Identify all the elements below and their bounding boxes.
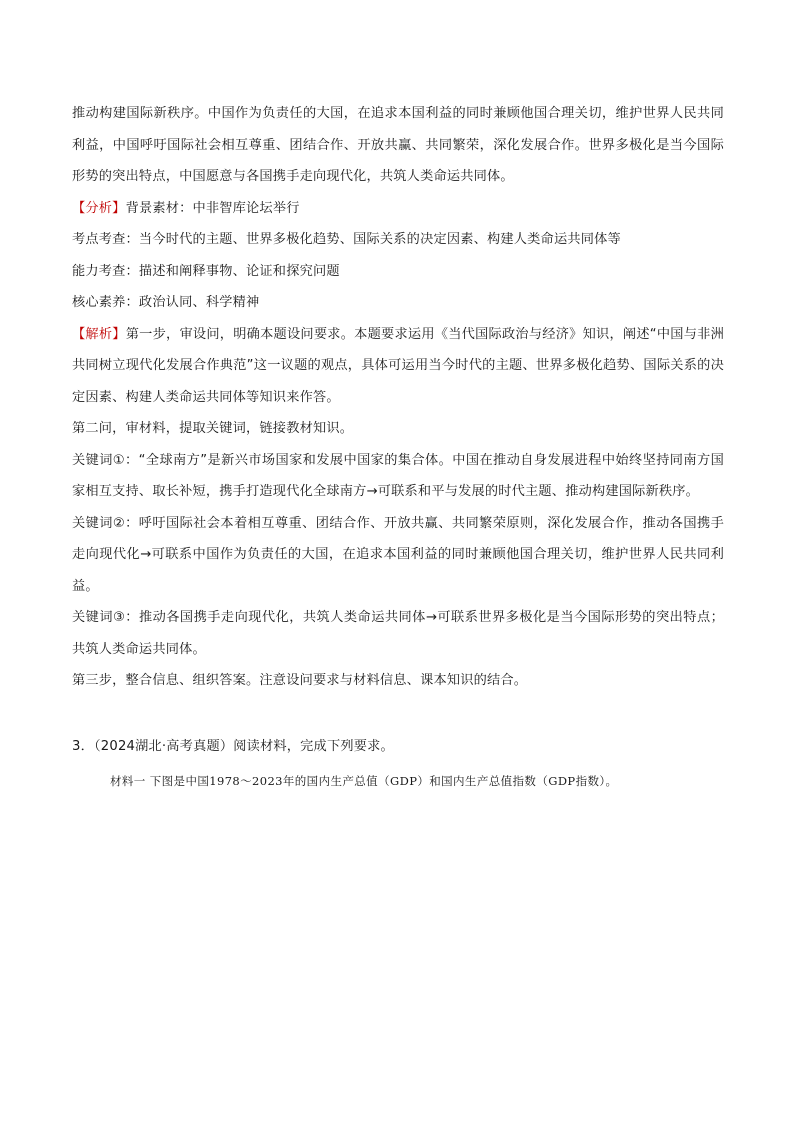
paragraph-text: 关键词③：推动各国携手走向现代化，共筑人类命运共同体→可联系世界多极化是当今国际形势的突出特点；共筑人类命运共同体。 (72, 610, 724, 657)
paragraph-text: 推动构建国际新秩序。中国作为负责任的大国，在追求本国利益的同时兼顾他国合理关切，维护世界人民共同利益，中国呼吁国际社会相互尊重、团结合作、开放共赢、共同繁荣，深化发展合作。世界多极化是当今国际形势的突出特点，中国愿意与各国携手走向现代化，共筑人类命运共同体。 (72, 106, 724, 184)
paragraph-conclusion (72, 98, 724, 193)
paragraph-text: 第二问，审材料，提取关键词，链接教材知识。 (72, 421, 354, 436)
question-3-heading: 3．（2024湖北·高考真题）阅读材料，完成下列要求。 (72, 739, 394, 754)
paragraph-text: 第三步，整合信息、组织答案。注意设问要求与材料信息、课本知识的结合。 (72, 673, 528, 688)
paragraph-keyword-3 (72, 602, 724, 665)
paragraph-step-three (72, 665, 724, 697)
material-one-caption: 材料一 下图是中国1978～2023年的国内生产总值（GDP）和国内生产总值指数（GDP指数）。 (110, 774, 618, 788)
paragraph-keyword-2 (72, 508, 724, 603)
paragraph-text: 关键词②：呼吁国际社会本着相互尊重、团结合作、开放共赢、共同繁荣原则，深化发展合作，推动各国携手走向现代化→可联系中国作为负责任的大国，在追求本国利益的同时兼顾他国合理关切，维护世界人民共同利益。 (72, 515, 724, 594)
paragraph-exam-points (72, 224, 724, 256)
paragraph-text: 能力考查：描述和阐释事物、论证和探究问题 (72, 263, 340, 279)
paragraph-analysis (72, 193, 724, 225)
paragraph-keyword-1 (72, 445, 724, 508)
paragraph-text: 考点考查：当今时代的主题、世界多极化趋势、国际关系的决定因素、构建人类命运共同体等 (72, 232, 621, 247)
answer-explanation-body (72, 98, 724, 697)
paragraph-step-two (72, 413, 724, 445)
paragraph-text: 背景素材：中非智库论坛举行 (125, 200, 300, 216)
solution-label: 【解析】 (72, 326, 126, 342)
analysis-label: 【分析】 (72, 200, 126, 216)
paragraph-text: 核心素养：政治认同、科学精神 (72, 295, 260, 310)
paragraph-solution (72, 319, 724, 414)
paragraph-text: 关键词①：“全球南方”是新兴市场国家和发展中国家的集合体。中国在推动自身发展进程中始终坚持同南方国家相互支持、取长补短，携手打造现代化全球南方→可联系和平与发展的时代主题、推动构建国际新秩序。 (72, 452, 724, 499)
paragraph-text: 第一步，审设问，明确本题设问要求。本题要求运用《当代国际政治与经济》知识，阐述“中国与非洲共同树立现代化发展合作典范”这一议题的观点，具体可运用当今时代的主题、世界多极化趋势、国际关系的决定因素、构建人类命运共同体等知识来作答。 (72, 326, 724, 405)
paragraph-core-literacy (72, 287, 724, 319)
paragraph-ability (72, 256, 724, 288)
